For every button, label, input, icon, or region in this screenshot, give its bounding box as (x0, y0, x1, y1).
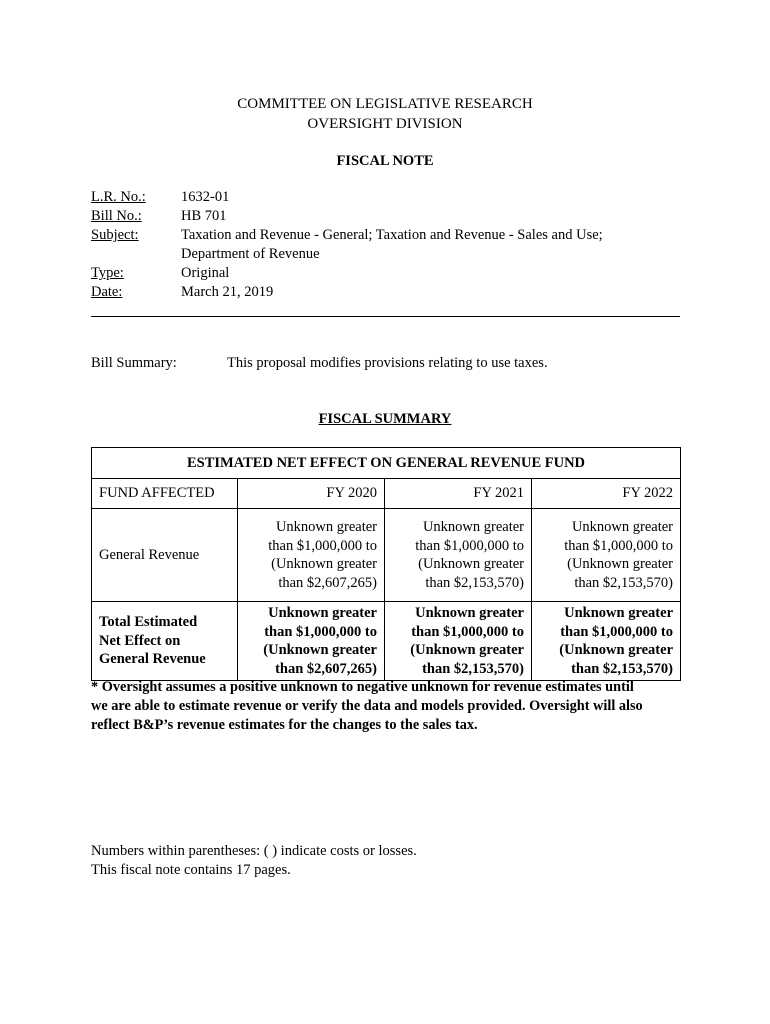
table-cell (385, 602, 532, 681)
cell-line: than $1,000,000 to (415, 537, 524, 554)
cell-line: Unknown greater (571, 519, 674, 535)
note-line: * Oversight assumes a positive unknown to negative unknown for revenue estimates until (91, 679, 634, 695)
horizontal-divider (91, 316, 680, 317)
committee-title: COMMITTEE ON LEGISLATIVE RESEARCH (237, 96, 533, 112)
lr-number-row (91, 188, 681, 207)
subject-value-line1: Taxation and Revenue - General; Taxation and Revenue - Sales and Use; (181, 227, 603, 243)
footer-notes (91, 842, 417, 880)
cell-line: (Unknown greater (410, 642, 524, 658)
cell-line: (Unknown greater (567, 556, 674, 572)
column-header: FY 2021 (385, 479, 532, 509)
table-cell (532, 602, 681, 681)
general-revenue-fund-table (91, 447, 681, 681)
column-header: FY 2022 (532, 479, 681, 509)
cell-line: General Revenue (99, 651, 206, 668)
cell-line: than $2,607,265) (275, 660, 377, 677)
oversight-note (91, 678, 691, 735)
cell-line: than $1,000,000 to (268, 537, 377, 554)
document-type: FISCAL NOTE (336, 153, 434, 169)
bill-summary-label: Bill Summary: (91, 355, 177, 371)
column-header: FY 2020 (238, 479, 385, 509)
table-cell (238, 602, 385, 681)
cell-line: Total Estimated (99, 614, 198, 631)
cell-line: (Unknown greater (263, 642, 377, 658)
type-value: Original (181, 265, 230, 281)
cell-line: than $2,153,570) (571, 660, 674, 677)
bill-number-row (91, 207, 681, 226)
table-header-row (92, 479, 681, 509)
document-header (0, 94, 770, 134)
table-total-row (92, 602, 681, 681)
cell-line: than $2,153,570) (422, 660, 524, 677)
table-cell (532, 509, 681, 602)
cell-line: than $2,153,570) (574, 574, 674, 591)
note-line: reflect B&P’s revenue estimates for the changes to the sales tax. (91, 717, 478, 733)
table-cell (385, 509, 532, 602)
fiscal-summary-title: FISCAL SUMMARY (318, 411, 452, 427)
lr-number-value: 1632-01 (181, 189, 230, 205)
page-count-note: This fiscal note contains 17 pages. (91, 862, 291, 878)
subject-row (91, 226, 681, 264)
total-label-cell (92, 602, 238, 681)
cell-line: Unknown greater (415, 605, 524, 621)
cell-line: than $1,000,000 to (560, 623, 674, 640)
cell-line: than $1,000,000 to (264, 623, 377, 640)
cell-line: Unknown greater (422, 519, 524, 535)
cell-line: than $2,607,265) (278, 574, 377, 591)
note-line: we are able to estimate revenue or verify the data and models provided. Oversight will also (91, 698, 643, 714)
subject-value (181, 226, 681, 264)
table-row (92, 509, 681, 602)
table-caption: ESTIMATED NET EFFECT ON GENERAL REVENUE FUND (92, 448, 681, 479)
cell-line: Unknown greater (268, 605, 377, 621)
bill-summary-text: This proposal modifies provisions relating to use taxes. (227, 355, 548, 371)
cell-line: than $1,000,000 to (564, 537, 674, 554)
parentheses-note: Numbers within parentheses: ( ) indicate costs or losses. (91, 843, 417, 859)
column-header: FUND AFFECTED (92, 479, 238, 509)
type-row (91, 264, 681, 283)
cell-line: (Unknown greater (418, 556, 524, 572)
subject-label: Subject: (91, 227, 139, 243)
lr-number-label: L.R. No.: (91, 189, 146, 205)
division-title: OVERSIGHT DIVISION (307, 116, 463, 132)
cell-line: (Unknown greater (559, 642, 674, 658)
subject-value-line2: Department of Revenue (181, 246, 320, 262)
cell-line: Unknown greater (564, 605, 674, 621)
table-cell (238, 509, 385, 602)
date-label: Date: (91, 284, 123, 300)
cell-line: than $1,000,000 to (411, 623, 524, 640)
fund-name-cell: General Revenue (92, 509, 238, 602)
cell-line: (Unknown greater (271, 556, 377, 572)
cell-line: than $2,153,570) (425, 574, 524, 591)
cell-line: Unknown greater (275, 519, 377, 535)
cell-line: Net Effect on (99, 632, 181, 649)
bill-number-value: HB 701 (181, 208, 227, 224)
bill-number-label: Bill No.: (91, 208, 142, 224)
date-value: March 21, 2019 (181, 284, 274, 300)
date-row (91, 283, 681, 302)
type-label: Type: (91, 265, 124, 281)
bill-metadata (91, 188, 681, 302)
